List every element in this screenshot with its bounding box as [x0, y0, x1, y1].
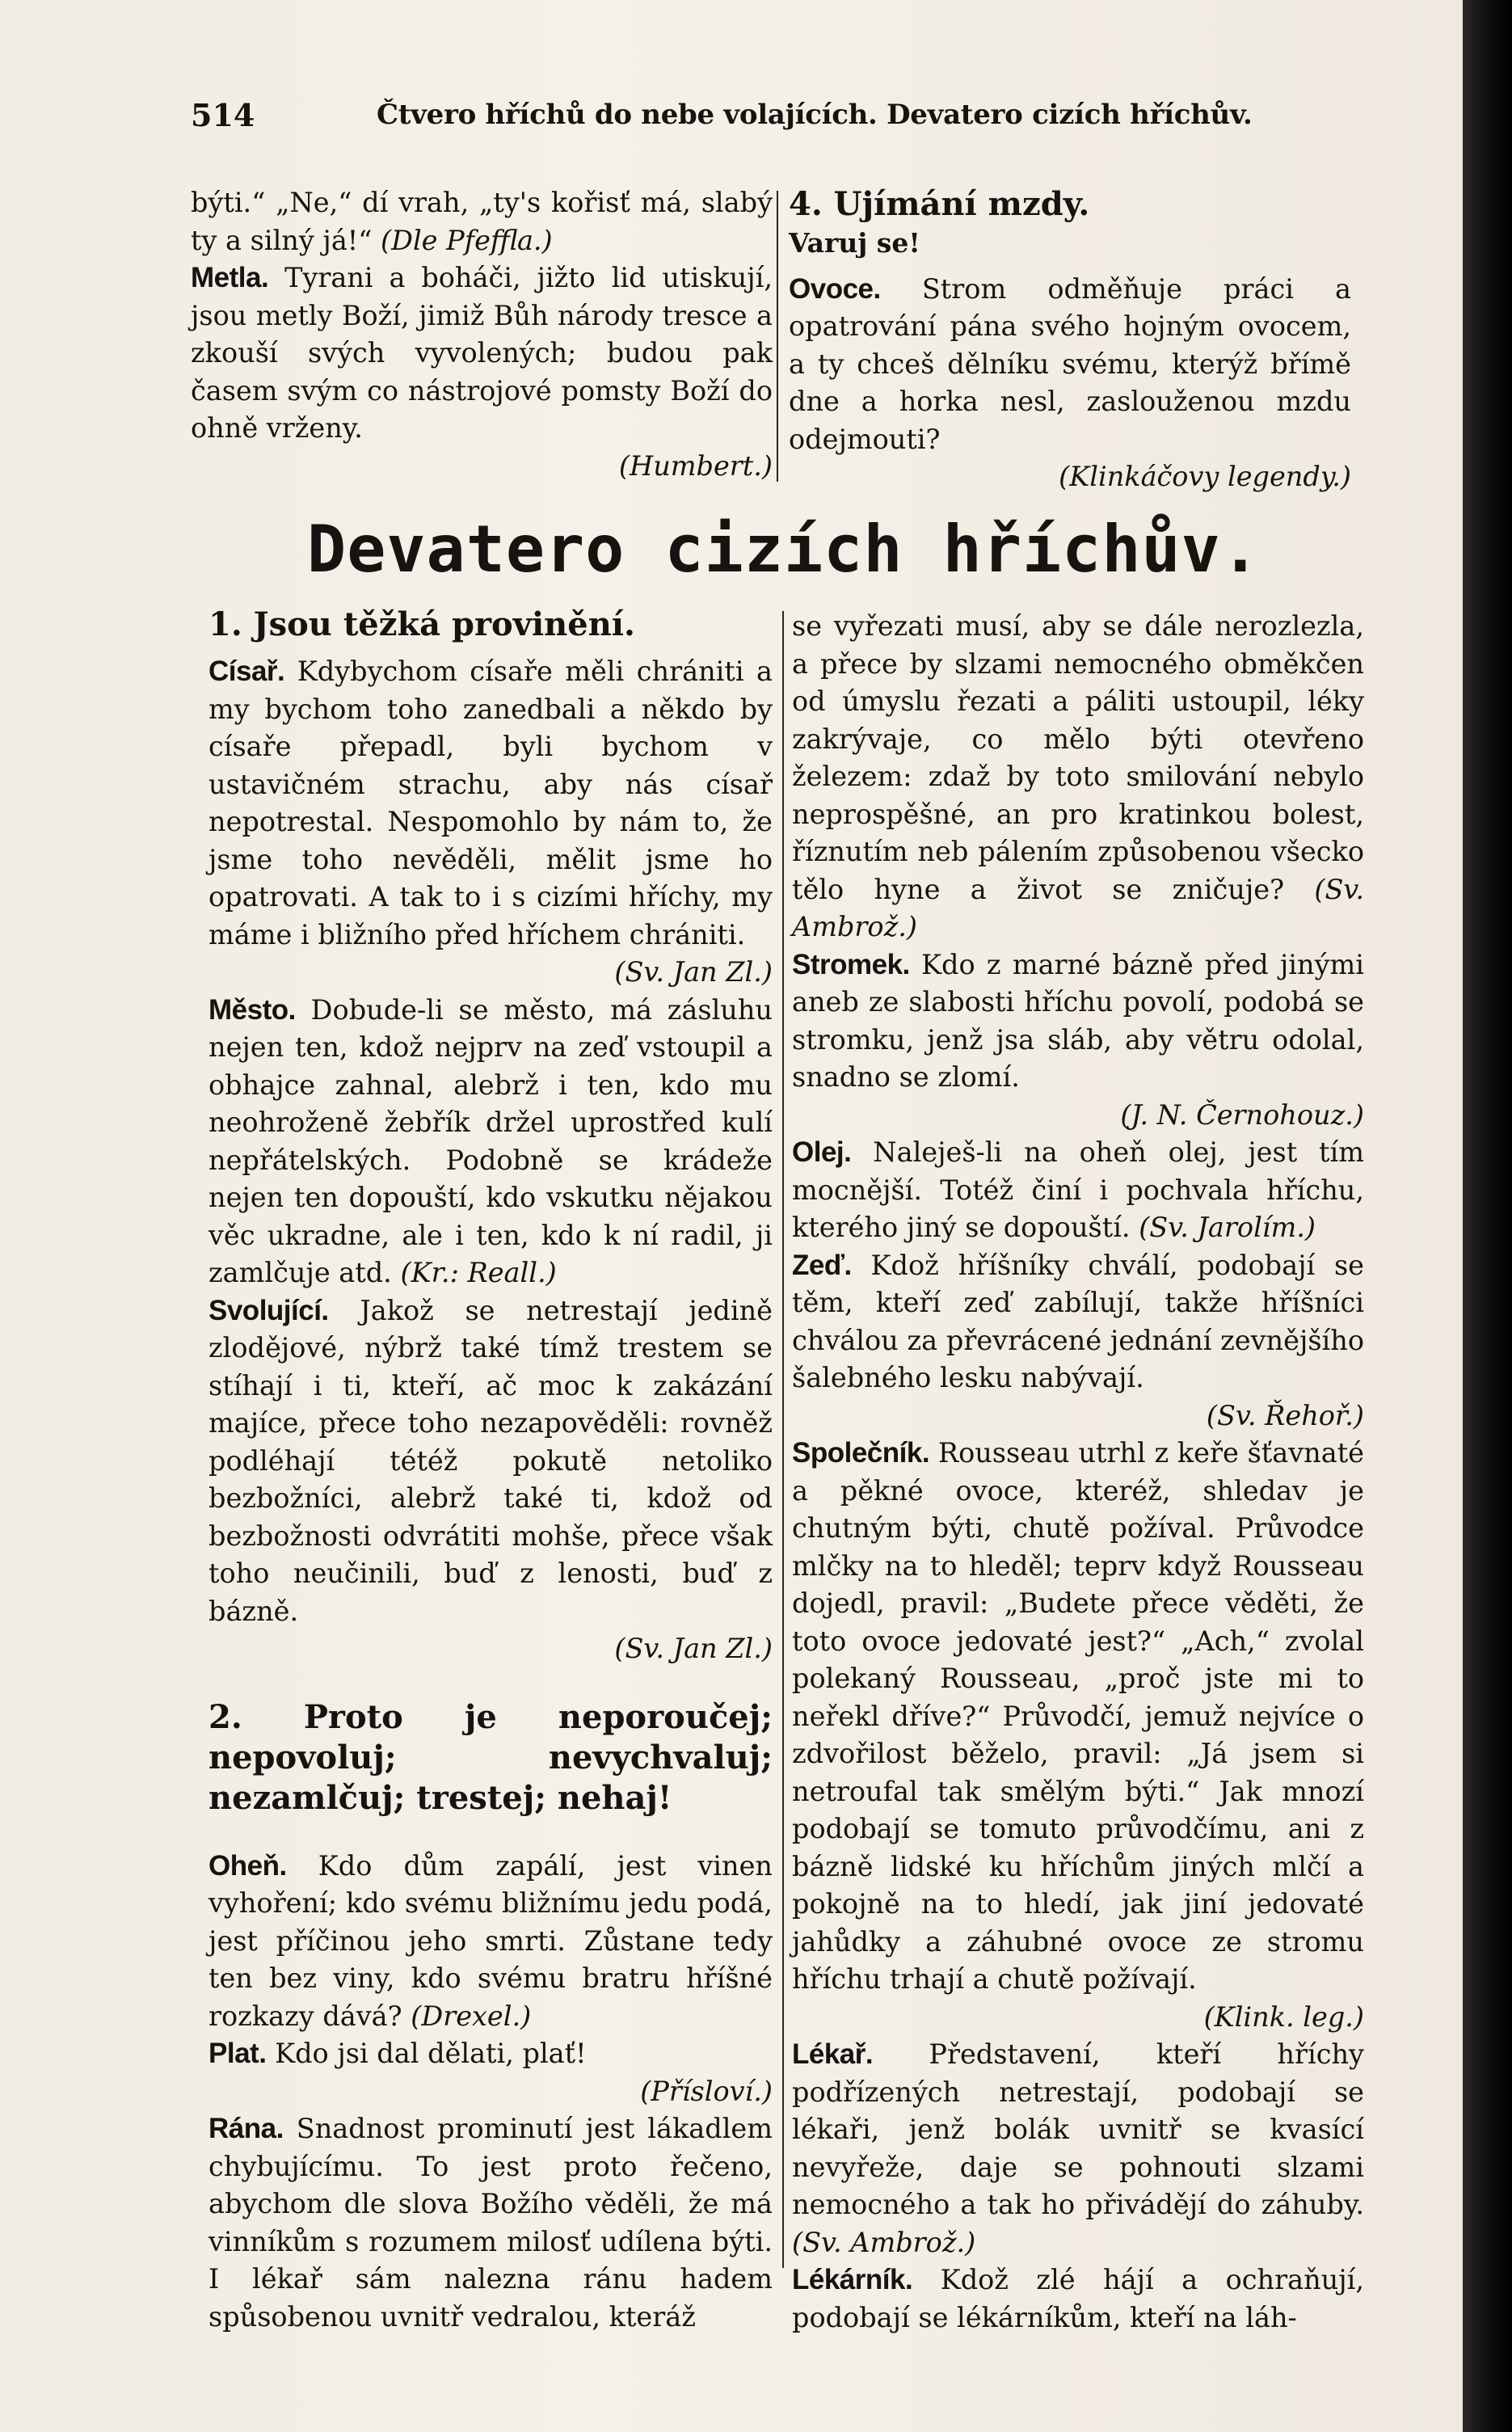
top-left-column — [191, 184, 773, 485]
top-right-column — [789, 184, 1351, 496]
paragraph: býti.“ „Ne,“ dí vrah, „ty's kořisť má, slabý ty a silný já!“ (Dle Pfeffla.) — [191, 187, 773, 256]
keyword: Plat. — [208, 2038, 267, 2069]
paragraph-zed: Zeď. Kdož hříšníky chválí, podobají se těm, kteří zeď zabílují, takže hříšníci chválou za převrácené jednání zevnějšího šalebného lesku nabývají. — [792, 1249, 1364, 1393]
keyword: Město. — [208, 993, 296, 1026]
paragraph-svolujici: Svolující. Jakož se netrestají jedině zlodějové, nýbrž také tímž trestem se stíhají i ti, kteří, ač moc k zakázání majíce, přece toho nezapověděli: rovněž podléhají tétéž pokutě netoliko bezbožníci, alebrž také ti, kdož od bezbožnosti odvrátiti mohše, přece však toho neučinili, buď z lenosti, buď z bázně. — [208, 1294, 773, 1627]
paragraph-rana: Rána. Snadnost prominutí jest lákadlem chybujícímu. To jest proto řečeno, abychom dle slova Božího věděli, že má vinníkům s rozumem milosť udílena býti. I lékař sám nalezna ránu hadem spůsobenou uvnitř vedralou, kteráž — [208, 2113, 773, 2333]
column-divider-main — [782, 611, 784, 2268]
source-citation: (J. N. Černohouz.) — [1120, 1098, 1364, 1131]
main-right-column — [792, 608, 1364, 2337]
page-edge — [1463, 0, 1512, 2432]
paragraph-olej: Olej. Naleješ-li na oheň olej, jest tím mocnější. Totéž činí i pochvala hříchu, kterého jiný se dopouští. (Sv. Jarolím.) — [792, 1136, 1364, 1243]
section-heading: 4. Ujímání mzdy. — [789, 185, 1090, 223]
source-citation: (Sv. Řehoř.) — [1206, 1399, 1364, 1431]
keyword: Lékař. — [792, 2038, 874, 2070]
keyword: Svolující. — [208, 1294, 329, 1326]
source-citation: (Přísloví.) — [640, 2075, 773, 2107]
source-citation: (Sv. Jan Zl.) — [614, 1633, 773, 1664]
keyword: Císař. — [208, 655, 285, 687]
running-header — [191, 91, 1253, 139]
source-citation: (Sv. Ambrož.) — [792, 873, 1364, 942]
page-number: 514 — [191, 97, 255, 133]
source-citation: (Humbert.) — [618, 449, 773, 482]
source-citation: (Sv. Ambrož.) — [792, 2226, 976, 2258]
paragraph-metla: Metla. Tyrani a boháči, jižto lid utiskují, jsou metly Boží, jimiž Bůh národy tresce a zkouší svých vyvolených; budou pak časem svým co nástrojové pomsty Boží do ohně vrženy. — [191, 262, 773, 444]
column-divider-top — [777, 191, 778, 482]
source-citation: (Klink. leg.) — [1203, 2000, 1364, 2033]
paragraph-ovoce: Ovoce. Strom odměňuje práci a opatrování pána svého hojným ovocem, a ty chceš dělníku svému, kterýž břímě dne a horka nesl, zaslouženou mzdu odejmouti? — [789, 272, 1351, 455]
keyword: Rána. — [208, 2113, 284, 2144]
source-citation: (Drexel.) — [411, 2000, 532, 2032]
main-left-column — [208, 605, 773, 2336]
paragraph-plat: Plat. Kdo jsi dal dělati, plať! — [208, 2038, 587, 2069]
source-citation: (Sv. Jarolím.) — [1139, 1212, 1316, 1243]
paragraph-ohen: Oheň. Kdo dům zapálí, jest vinen vyhoření; kdo svému bližnímu jedu podá, jest příčinou jeho smrti. Zůstane tedy ten bez viny, kdo svému bratru hříšné rozkazy dává? (Drexel.) — [208, 1849, 773, 2032]
paragraph-continued: se vyřezati musí, aby se dále nerozlezla, a přece by slzami nemocného obměkčen od úmyslu řezati a páliti ustoupil, léky zakrývaje, co mělo býti otevřeno železem: zdaž by toto smilování nebylo neprospěšné, an pro kratinkou bolest, říznutím neb pálením způsobenou všecko tělo hyne a život se zničuje? (Sv. Ambrož.) — [792, 610, 1364, 942]
paragraph-stromek: Stromek. Kdo z marné bázně před jinými aneb ze slabosti hříchu povolí, podobá se stromku, jenž jsa sláb, aby větru odolal, snadno se zlomí. — [792, 948, 1364, 1093]
section-subheading: Varuj se! — [789, 227, 920, 259]
source-citation: (Kr.: Reall.) — [400, 1257, 557, 1288]
keyword: Olej. — [792, 1136, 852, 1168]
source-citation: (Dle Pfeffla.) — [381, 224, 553, 256]
paragraph-lekarnik: Lékárník. Kdož zlé hájí a ochraňují, podobají se lékárníkům, kteří na láh- — [792, 2264, 1364, 2333]
paragraph-spolecnik: Společník. Rousseau utrhl z keře šťavnaté a pěkné ovoce, kteréž, shledav je chutným býti, chutě požíval. Průvodce mlčky na to hleděl; teprv když Rousseau dojedl, pravil: „Budete přece věděti, že toto ovoce jedovaté jest?“ „Ach,“ zvolal polekaný Rousseau, „proč jste mi to neřekl dříve?“ Průvodčí, jemuž nejvíce o zdvořilost běželo, pravil: „Já jsem si netroufal tak smělým býti.“ Jak mnozí podobají se tomuto průvodčímu, ani z bázně lidské ku hříchům jiných mlčí a pokojně na to hledí, jak jiní jedovaté jahůdky a záhubné ovoce ze stromu hříchu trhají a chutě požívají. — [792, 1437, 1364, 1995]
keyword: Oheň. — [208, 1849, 287, 1882]
paragraph-lekar: Lékař. Představení, kteří hříchy podřízených netrestají, podobají se lékaři, jenž bolák uvnitř se kvasící nevyřeže, daje se pohnouti slzami nemocného a tak ho přivádějí do záhuby. (Sv. Ambrož.) — [792, 2038, 1364, 2258]
section-title: Devatero cizích hříchův. — [307, 512, 1261, 587]
keyword: Společník. — [792, 1437, 930, 1469]
keyword: Ovoce. — [789, 272, 881, 305]
keyword: Lékárník. — [792, 2264, 913, 2295]
source-citation: (Sv. Jan Zl.) — [614, 956, 773, 988]
keyword: Metla. — [191, 262, 269, 293]
section-heading: 2. Proto je neporoučej; nepovoluj; nevychvaluj; nezamlčuj; trestej; nehaj! — [208, 1697, 773, 1817]
paragraph-mesto: Město. Dobude-li se město, má zásluhu nejen ten, kdož nejprv na zeď vstoupil a obhajce zahnal, alebrž i ten, kdo mu neohroženě žebřík držel uprostřed kulí nepřátelských. Podobně se krádeže nejen ten dopouští, kdo vskutku nějakou věc ukradne, ale i ten, kdo k ní radil, ji zamlčuje atd. (Kr.: Reall.) — [208, 993, 773, 1288]
section-heading: 1. Jsou těžká provinění. — [208, 605, 635, 643]
keyword: Stromek. — [792, 948, 910, 980]
paragraph-cisar: Císař. Kdybychom císaře měli chrániti a my bychom toho zanedbali a někdo by císaře přepadl, byli bychom v ustavičném strachu, aby nás císař nepotrestal. Nespomohlo by nám to, že jsme toho nevěděli, mělit jsme ho opatrovati. A tak to i s cizími hříchy, my máme i bližního před hříchem chrániti. — [208, 655, 773, 950]
keyword: Zeď. — [792, 1249, 852, 1281]
running-title: Čtvero hříchů do nebe volajících. Devatero cizích hříchův. — [377, 99, 1253, 131]
source-citation: (Klinkáčovy legendy.) — [1059, 461, 1351, 492]
